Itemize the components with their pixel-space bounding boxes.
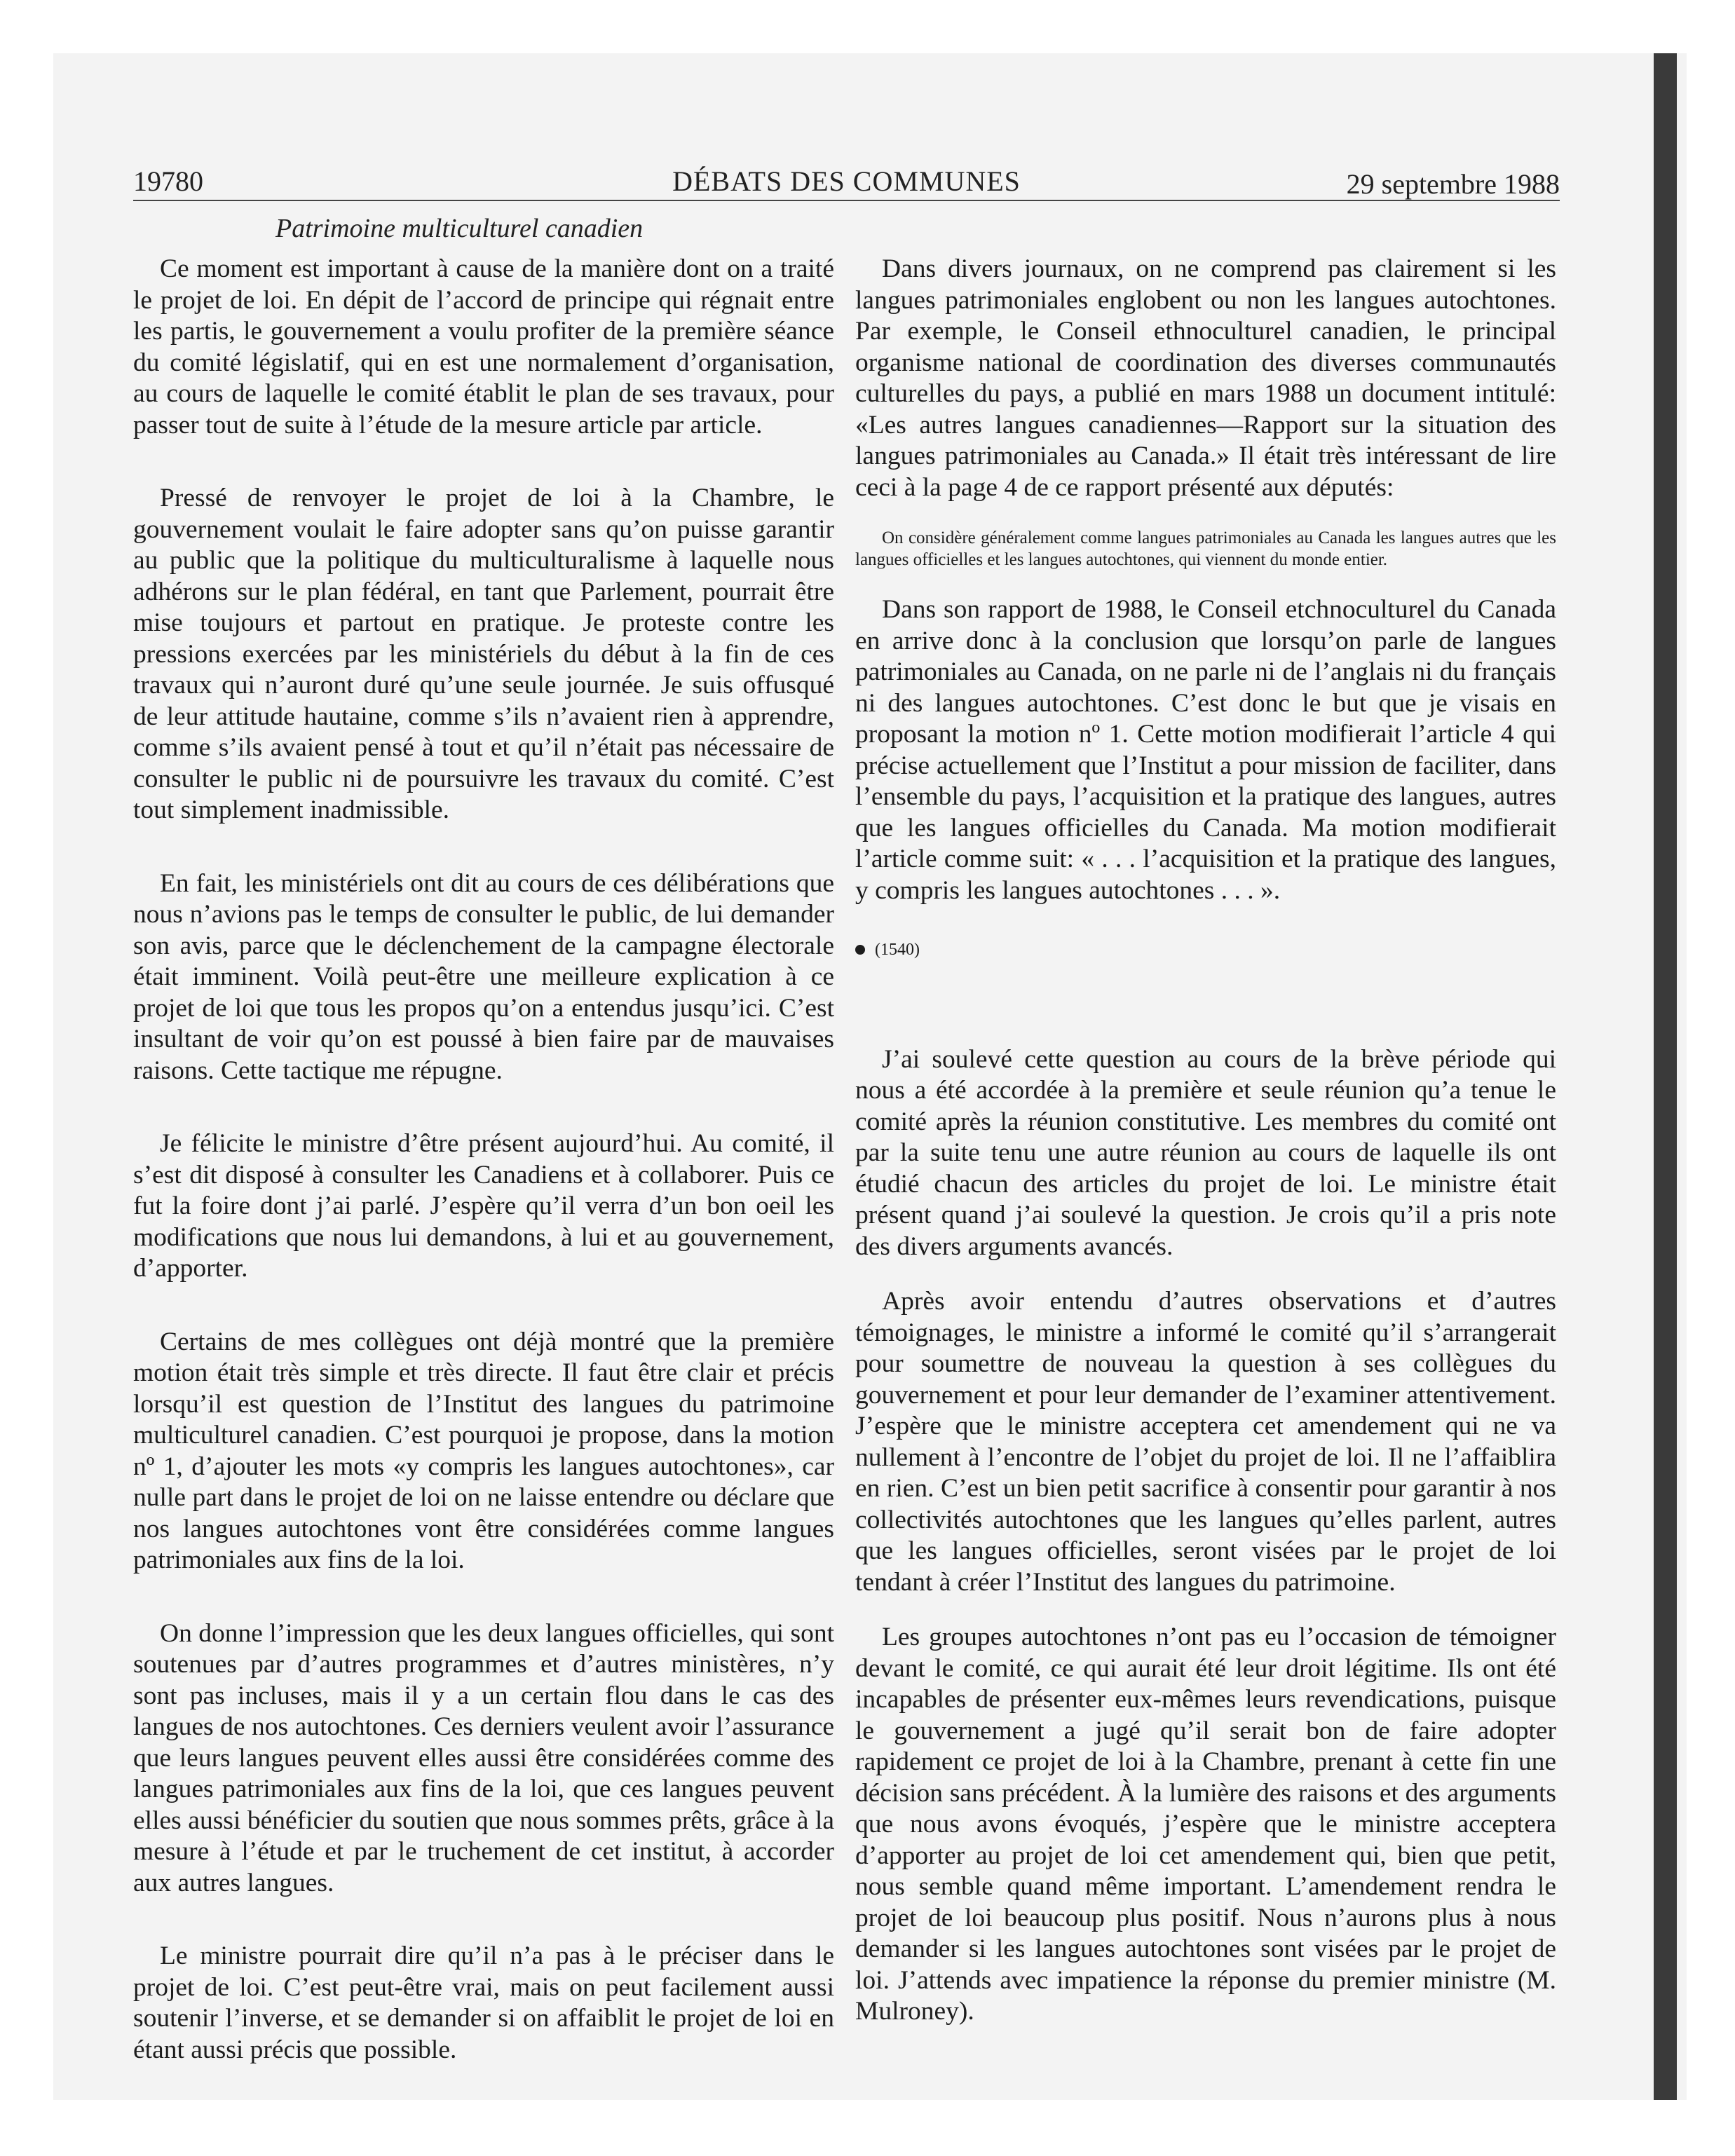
paragraph: Après avoir entendu d’autres observations et d’autres témoignages, le ministre a informé le comité qu’il s’arrangerait pour soumettre de nouveau la question à ses collègues du gouvernement et pour leur demander de l’examiner attentivement. J’espère que le ministre acceptera cet amendement qui ne va nullement à l’encontre de l’objet du projet de loi. Il ne l’affaiblira en rien. C’est un bien petit sacrifice à consentir pour garantir à nos collectivités autochtones que les langues qu’elles parlent, autres que les langues officielles, seront visées par le projet de loi tendant à créer l’Institut des langues du patrimoine. bbox=[855, 1287, 1556, 1597]
paragraph: Le ministre pourrait dire qu’il n’a pas à le préciser dans le projet de loi. C’est peut-être vrai, mais on peut facilement aussi soutenir l’inverse, et se demander si on affaiblit le projet de loi en étant aussi précis que possible. bbox=[133, 1942, 834, 2064]
header-rule bbox=[133, 200, 1560, 201]
paragraph: Dans divers journaux, on ne comprend pas clairement si les langues patrimoniales englobent ou non les langues autochtones. Par exemple, le Conseil ethnoculturel canadien, le principal organisme national de coordination des diverses communautés culturelles du pays, a publié en mars 1988 un document intitulé: «Les autres langues canadiennes—Rapport sur la situation des langues patrimoniales au Canada.» Il était très intéressant de lire ceci à la page 4 de ce rapport présenté aux députés: bbox=[855, 254, 1556, 502]
bullet-icon bbox=[855, 945, 865, 955]
page-number: 19780 bbox=[133, 165, 203, 197]
paragraph: Les groupes autochtones n’ont pas eu l’occasion de témoigner devant le comité, ce qui aurait été leur droit légitime. Ils ont été incapables de présenter eux-mêmes leurs revendications, puisque le gouvernement a jugé qu’il serait bon de faire adopter rapidement ce projet de loi à la Chambre, prenant à cette fin une décision sans précédent. À la lumière des raisons et des arguments que nous avons évoqués, j’espère que le ministre acceptera d’apporter au projet de loi cet amendement qui, bien que petit, nous semble quand même important. L’amendement rendra le projet de loi beaucoup plus positif. Nous n’aurons plus à nous demander si les langues autochtones sont visées par le projet de loi. J’attends avec impatience la réponse du premier ministre (M. Mulroney). bbox=[855, 1623, 1556, 2026]
paragraph: J’ai soulevé cette question au cours de la brève période qui nous a été accordée à la première et seule réunion qu’a tenue le comité après la réunion constitutive. Les membres du comité ont par la suite tenu une autre réunion au cours de laquelle ils ont étudié chacun des articles du projet de loi. Le ministre était présent quand j’ai soulevé la question. Je crois qu’il a pris note des divers arguments avancés. bbox=[855, 1044, 1556, 1261]
block-quote: On considère généralement comme langues patrimoniales au Canada les langues autres que les langues officielles et les langues autochtones, qui viennent du monde entier. bbox=[855, 528, 1556, 569]
paragraph: En fait, les ministériels ont dit au cours de ces délibérations que nous n’avions pas le temps de consulter le public, de lui demander son avis, parce que le déclenchement de la campagne électorale était imminent. Voilà peut-être une meilleure explication à ce projet de loi que tous les propos qu’on a entendus jusqu’ici. C’est insultant de voir qu’on est poussé à bien faire par de mauvaises raisons. Cette tactique me répugne. bbox=[133, 868, 834, 1085]
section-title: Patrimoine multiculturel canadien bbox=[275, 214, 644, 243]
paragraph: Certains de mes collègues ont déjà montré que la première motion était très simple et très directe. Il faut être clair et précis lorsqu’il est question de l’Institut des langues du patrimoine multiculturel canadien. C’est pourquoi je propose, dans la motion nº 1, d’ajouter les mots «y compris les langues autochtones», car nulle part dans le projet de loi on ne laisse entendre ou déclare que nos langues autochtones vont être considérées comme langues patrimoniales aux fins de la loi. bbox=[133, 1327, 834, 1574]
paragraph: Dans son rapport de 1988, le Conseil etchnoculturel du Canada en arrive donc à la conclusion que lorsqu’on parle de langues patrimoniales au Canada, on ne parle ni de l’anglais ni du français ni des langues autochtones. C’est donc le but que je visais en proposant la motion nº 1. Cette motion modifierait l’article 4 qui précise actuellement que l’Institut a pour mission de faciliter, dans l’ensemble du pays, l’acquisition et la pratique des langues, autres que les langues officielles du Canada. Ma motion modifierait l’article comme suit: « . . . l’acquisition et la pratique des langues, y compris les langues autochtones . . . ». bbox=[855, 595, 1556, 905]
left-column bbox=[133, 254, 834, 2108]
scan-edge-bar bbox=[1654, 53, 1677, 2100]
paragraph: On donne l’impression que les deux langues officielles, qui sont soutenues par d’autres programmes et d’autres ministères, n’y sont pas incluses, mais il y a un certain flou dans le cas des langues de nos autochtones. Ces derniers veulent avoir l’assurance que leurs langues peuvent elles aussi être considérées comme des langues patrimoniales aux fins de la loi, que ces langues peuvent elles aussi bénéficier du soutien que nous sommes prêts, grâce à la mesure à l’étude et par le truchement de cet institut, à accorder aux autres langues. bbox=[133, 1618, 834, 1897]
time-marker-label: (1540) bbox=[875, 941, 920, 959]
paragraph: Ce moment est important à cause de la manière dont on a traité le projet de loi. En dépit de l’accord de principe qui régnait entre les partis, le gouvernement a voulu profiter de la première séance du comité législatif, qui en est une normalement d’organisation, au cours de laquelle le comité établit le plan de ses travaux, pour passer tout de suite à l’étude de la mesure article par article. bbox=[133, 254, 834, 439]
paragraph: Je félicite le ministre d’être présent aujourd’hui. Au comité, il s’est dit disposé à consulter les Canadiens et à collaborer. Puis ce fut la foire dont j’ai parlé. J’espère qu’il verra d’un bon oeil les modifications que nous lui demandons, à lui et au gouvernement, d’apporter. bbox=[133, 1129, 834, 1283]
publication-title: DÉBATS DES COMMUNES bbox=[672, 165, 1021, 197]
page-date: 29 septembre 1988 bbox=[1346, 168, 1560, 200]
paragraph: Pressé de renvoyer le projet de loi à la Chambre, le gouvernement voulait le faire adopter sans qu’on puisse garantir au public que la politique du multiculturalisme à laquelle nous adhérons sur le plan fédéral, en tant que Parlement, pourrait être mise toujours et partout en pratique. Je proteste contre les pressions exercées par les ministériels du début à la fin de ces travaux qui n’auront duré qu’une seule journée. Je suis offusqué de leur attitude hautaine, comme s’ils n’avaient rien à apprendre, comme s’ils avaient pensé à tout et qu’il n’était pas nécessaire de consulter le public ni de poursuivre les travaux du comité. C’est tout simplement inadmissible. bbox=[133, 484, 834, 824]
time-marker bbox=[855, 934, 1556, 966]
right-column bbox=[855, 254, 1556, 2052]
